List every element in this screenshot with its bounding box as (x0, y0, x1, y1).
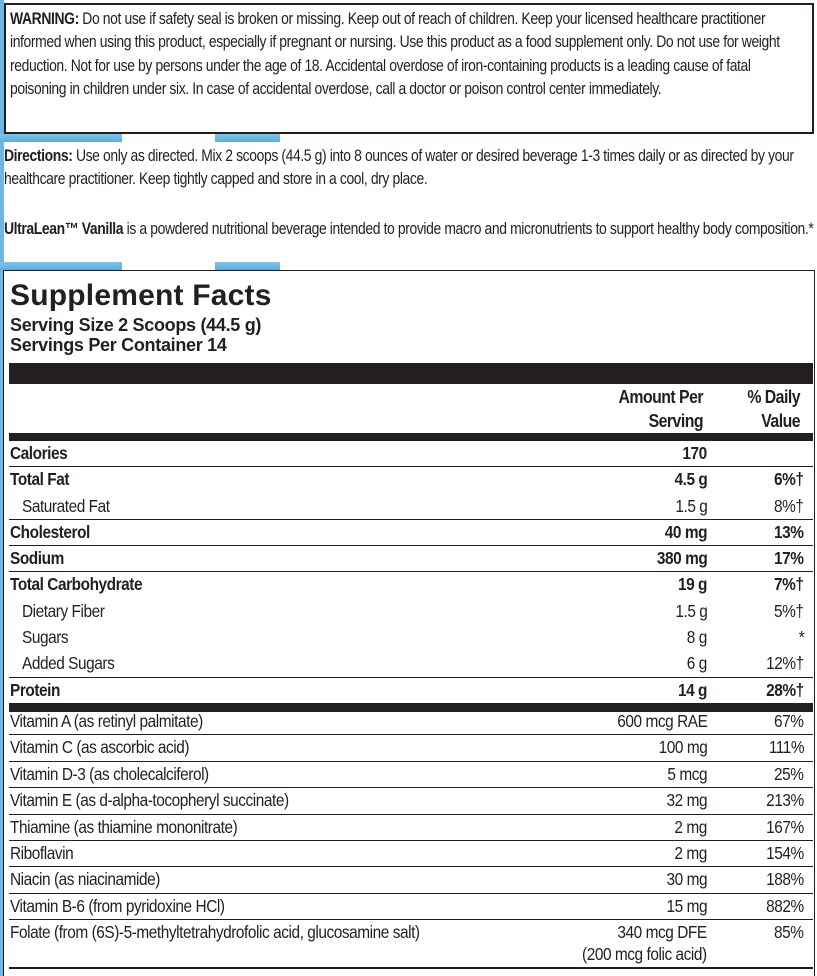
serving-size: Serving Size 2 Scoops (44.5 g) (10, 315, 262, 335)
directions-body: Use only as directed. Mix 2 scoops (44.5 g) into 8 ounces of water or desired beverage 1-3 times daily or as directed by your healthcare practitioner. Keep tightly capped and store in a cool, dry place. (4, 147, 794, 189)
nutrient-row-total-carbohydrate: Total Carbohydrate 19 g 7%† (10, 574, 804, 595)
nutrient-row-protein: Protein 14 g 28%† (9, 678, 813, 713)
background-stripe (215, 262, 280, 270)
background-stripe (0, 262, 122, 270)
product-description (4, 218, 816, 241)
vitamin-row-folate: Folate (from (6S)-5-methyltetrahydrofolic acid, glucosamine salt) 340 mcg DFE (200 mcg folic acid) 85% (9, 920, 813, 969)
vitamin-row-e: Vitamin E (as d-alpha-tocopheryl succinate) 32 mg 213% (9, 788, 813, 814)
vitamin-row-niacin: Niacin (as niacinamide) 30 mg 188% (9, 867, 813, 893)
vitamin-row-c: Vitamin C (as ascorbic acid) 100 mg 111% (9, 735, 813, 761)
product-name: UltraLean™ Vanilla (4, 220, 124, 238)
nutrient-row-calories: Calories 170 (9, 441, 813, 467)
divider-thick (9, 363, 813, 384)
vitamin-row-b6: Vitamin B-6 (from pyridoxine HCl) 15 mg 882% (9, 894, 813, 920)
facts-title: Supplement Facts (10, 279, 272, 312)
warning-text (10, 8, 805, 102)
divider-thick (9, 433, 813, 441)
nutrient-row-cholesterol: Cholesterol 40 mg 13% (9, 520, 813, 546)
nutrient-row-dietary-fiber: Dietary Fiber 1.5 g 5%† (22, 600, 804, 621)
vitamin-rows (9, 709, 813, 969)
nutrient-row-added-sugars: Added Sugars 6 g 12%† (9, 651, 813, 677)
warning-box (4, 3, 814, 134)
nutrient-row-saturated-fat: Saturated Fat 1.5 g 8%† (9, 494, 813, 520)
vitamin-row-a: Vitamin A (as retinyl palmitate) 600 mcg RAE 67% (9, 709, 813, 735)
servings-per-container: Servings Per Container 14 (10, 335, 227, 355)
nutrient-row-sugars: Sugars 8 g * (22, 627, 804, 648)
header-daily-value: % Daily Value (747, 387, 800, 431)
macro-nutrient-rows (9, 441, 813, 712)
directions-label: Directions: (4, 147, 73, 165)
header-amount-per-serving: Amount Per Serving (618, 387, 703, 431)
vitamin-row-thiamine: Thiamine (as thiamine mononitrate) 2 mg 167% (9, 815, 813, 841)
background-stripe (0, 134, 122, 142)
nutrient-row-sodium: Sodium 380 mg 17% (9, 546, 813, 572)
directions-paragraph (4, 145, 816, 192)
nutrient-row-total-fat: Total Fat 4.5 g 6%† (10, 469, 804, 490)
background-stripe (215, 134, 280, 142)
description-body: is a powdered nutritional beverage intended to provide macro and micronutrients to support healthy body composition.* (123, 220, 814, 238)
vitamin-row-d3: Vitamin D-3 (as cholecalciferol) 5 mcg 25% (9, 762, 813, 788)
vitamin-row-riboflavin: Riboflavin 2 mg 154% (9, 841, 813, 867)
warning-label: WARNING: (10, 10, 79, 28)
supplement-facts-panel (3, 270, 815, 976)
warning-body: Do not use if safety seal is broken or missing. Keep out of reach of children. Keep your licensed healthcare practitioner informed when using this product, especially if pregnant or nursing. Use this product as a food supplement only. Do not use for weight reduction. Not for use by persons under the age of 18. Accidental overdose of iron-containing products is a leading cause of fatal poisoning in children under six. In case of accidental overdose, call a doctor or poison control center immediately. (10, 10, 780, 99)
